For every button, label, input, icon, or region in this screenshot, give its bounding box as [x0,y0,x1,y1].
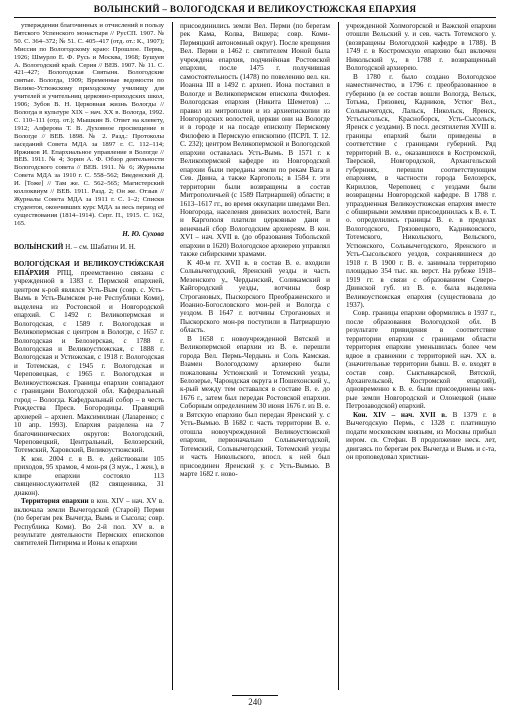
entry-text: РПЦ, преемственно связана с учрежденной в 1383 г. Пермской епархией, центром к-рой являлся Усть-Вым (совр. с. Усть-Вымь в Усть-Вымском р-не Республики Коми), выделена из Ростовской и Новгородской епархий. С 1492 г. Великопермская и Вологодская, с 1589 г. Вологодская и Великопермская с центром в Вологде, с 1657 г. Вологодская и Белозерская, с 1788 г. Вологодская и Великоустюжская, с 1888 г. Вологодская и Устюжская, с 1918 г. Вологодская и Тотемская, с 1945 г. Вологодская и Череповецкая, с 1965 г. Вологодская и Великоустюжская. Границы епархии совпадают с границами Вологодской обл. Кафедральный город – Вологда. Кафедральный собор – в честь Рождества Пресв. Богородицы. Правящий архиерей – архиеп. Максимилиан (Лазаренко; с 10 апр. 1993). Епархия разделена на 7 благочиннических округов: Вологодский, Череповецкий, Центральный, Белозерский, Тотемский, Харовский, Великоустюжский. [14,268,164,455]
paragraph: Совр. границы епархии оформились в 1937 г., после образования Вологодской обл. В результате привидения в соответствие территории епархии с границами области территория епархии уменьшилась более чем вдвое в сравнении с территорией нач. XX в. (значительные территории бывш. В. е. входят в состав совр. Сыктывкарской, Вятской, Архангельской, Костромской епархий), одновременно к В. е. были присоединены нек-рые земли Новгородской и Олонецкой (ныне Петрозаводской) епархий. [346,309,496,411]
entry-vologda-eparchy [14,260,164,454]
paragraph: присоединились земли Вел. Перми (по берегам рек Кама, Колва, Вишера; совр. Коми-Пермяцкий автономный округ). После крещения Вел. Перми в 1462 г. святителем Ионой была учреждена епархия, подчинённая Ростовской епархии, после 1475 г. получившая самостоятельность (1478) по повелению вел. кн. Иоанна III в 1492 г. архиеп. Иона поставил в Вологде и Великопермском епископа Филофея. Вологодская епархия (Никита Шеметов) ... правил из митрополии и из архиепископии из Новгородских волостей, церкви они на Вологде и в городе и на посаде епископу Пермскому Филофею в Пермскую епископию (ПСРЛ. Т. 12. С. 232); центром Великопермской и Вологодской епархии оставалась Усть-Вымь. В 1571 г. к Великопермской кафедре из Новгородской епархии были переданы земли по рекам Вага и Сев. Двина, а также Каргополь; в 1584 г. эти территории были возвращены в состав Митрополичьей (с 1589 Патриаршей) области; в 1613–1617 гг., во время оккупации шведами Вел. Новгорода, населения двинских волостей, Ваги и Каргополя платили церковные дани и венечный сбор Вологодским архиереям. В кон. XVI – нач. XVII в. (до образования Тобольской епархии в 1620) Вологодское архиерею управлял также сибирскими храмами. [180,22,330,259]
folio-rule [232,695,278,696]
literature-list: утверждении благочинных и отчислений в пользу Вятского Успенского монастыря // РусСП. 1907. № 50. С. 364–372; № 51. С. 405–417 (отд. от.: К., 1907); Миссия по Вологодскому краю: Прошлое. Пермь, 1926; Шмурло Е. Ф. Русь и Москва, 1968; Бушуев А. Вологодский край. Серия // ВЕВ. 1907. № 11. С. 421–427; Вологодская Святыня. Вологодские святые. Вологда, 1909; Временные ведомости по Велико-Устюжскому приходскому училищу для учителей и учительниц церковно-приходских школ, 1906; Зубов В. Н. Церковная жизнь Вологды // Вологда в культуре XIX – нач. XX в. Вологда, 1992. С. 110–111 (отд. от.); Мышкин В. Ответ на клевету, 1912; Алферова Т. В. Духовное просвещение в Вологде // ВЕВ. 1898. № 2. Разд.: Протоколы заседаний Совета МДА за 1897 г. С. 112–114; Иржиков И. Епархиальное управление в Вологде // ВЕВ. 1911. № 4; Зорин А. Ф. Обзор деятельности Вологодского совета // ВЕВ. 1911. № 6; Журналы Совета МДА за 1910 г. С. 558–562; Введенский Д. И. [Тоже] // Там же. С. 562–565; Магистерский коллоквиум // ВЕВ. 1911. Разд. 2; Он же. Отзыв // Журналы Совета МДА за 1911 г. С. 1–2; Списки студентов, окончивших курс МДА за весь период её существования (1814–1914). Серг. П., 1915. С. 162, 165. [14,22,164,227]
article-author: Н. Ю. Сухова [122,229,164,238]
column-right [346,22,496,690]
paragraph-text: В 1379 г. в Вычегодскую Пермь, с 1328 г. платившую подати московским князьям, из Москвы прибыл иером. св. Стефан. В продолжение неск. лет, двигаясь по берегам рек Вычегда и Вымь и с-та, он проповедовал христиан- [346,410,496,462]
paragraph [14,497,164,548]
paragraph: К кон. 2004 г. в В. е. действовали 105 приходов, 95 храмов, 4 мон-ря (3 муж., 1 жен.), в клире епархии состояло 113 священнослужителей (82 священника, 31 диакон). [14,454,164,497]
entry-headword: ВОЛОГО́ДСКАЯ И ВЕЛИКОУСТЮ́ЖСКАЯ ЕПА́РХИЯ [14,260,164,277]
column-divider [338,22,339,690]
column-divider [172,22,173,690]
section-heading: Территория епархии [21,497,89,506]
header-rule [14,17,496,18]
column-left [14,22,164,690]
section-heading: Кон. XIV – нач. XVII в. [353,410,447,419]
paragraph: К 40-м гг. XVII в. в состав В. е. входили Сольвычегодский, Яренский уезды и часть Мезенского у., Чердынский, Соликамский и Кайгородский уезды, вотчины бояр Строгановых, Пыскорского Преображенского и Иоанно-Богословского мон-рей и Вологда с уездом. В 1647 г. вотчины Строгановых и Пыскорского мон-ря поступили в Патриаршую область. [180,258,330,335]
paragraph: В 1780 г. было создано Вологодское наместничество, в 1796 г. преобразованное в губернию (в ее состав вошли Вологда, Вельск, Тотьма, Грязовец, Кадников, Устюг Вел., Сольвычегодск, Лальск, Никольск, Яренск, Устьсысольск, Красноборск, Усть-Сысольск, Яренск с уездами). В посл. десятилетия XVIII в. границы епархий были приведены в соответствие с границами губерний. Ряд территорий В. е., оказавшихся в Костромской, Тверской, Новгородской, Архангельской губерниях, перешли соответствующим епархиям, в частности города Белозерск, Кириллов, Череповец с уездами были возвращены Новгородской кафедре. В 1788 г. упраздненная Великоустюжская епархия вместе с обширными землями присоединилась к В. е. Т. о. определились границы В. е. в пределах Вологодского, Грязовецкого, Кадниковского, Тотемского, Никольского, Вельского, Устюжского, Сольвычегодского, Яренского и Усть-Сысольского уездов, сохранявшиеся до 1918 г. В 1900 г. В. е. занимала территорию площадью 354 тыс. кв. верст. На рубеже 1918–1919 гг. в связи с образованием Северо-Двинской губ. из В. е. была выделена Великоустюжская епархия (существовала до 1937). [346,72,496,309]
paragraph: учрежденной Холмогорской и Важской епархии отошли Вельский у. и сев. часть Тотемского у. (возвращены Вологодской кафедре в 1788). В 1749 г. в Костромскую епархию был включен Никольский у., в 1788 г. возвращенный Вологодской архиерею. [346,22,496,73]
page-number: 240 [248,697,262,707]
entry-volynsky [14,243,164,251]
running-head: ВОЛЫНСКИЙ – ВОЛОГОДСКАЯ И ВЕЛИКОУСТЮЖСКАЯ ЕПАРХИЯ [93,4,417,14]
paragraph [346,411,496,462]
entry-text: Н. – см. Шабатин И. Н. [63,243,136,252]
entry-headword: ВОЛЫ́НСКИЙ [14,243,64,252]
paragraph: В 1658 г. новоучрежденной Вятской и Великопермской епархии из В. е. перешли города Вел. Пермь-Чердынь и Соль Камская. Взамен Вологодскому архиерею были пожалованы Устюжский и Тотемский уезды, Белозерье, Чарондская округа и Пошехонский у., к-рый между тем оставался в составе В. е. до 1676 г., затем был передан Ростовской епархии. Соборным определением 30 июня 1676 г. из В. е. в Вятскую епархию был передан Яренский у. с Усть-Вымью. В 1682 г. часть территории В. е. отошла новоучрежденной Великоустюжской епархии, первоначально Сольвычегодской, Тотемский, Сольвычегодский, Тотемский уезды и часть Никольского, впосл. к ней был присоединен Яренский у. с Усть-Вымью. В марте 1682 г. ново- [180,334,330,479]
paragraph-text: в кон. XIV – нач. XV в. включала земли Вычегодской (Старой) Перми (по берегам рек Вычегда, Вымь и Сысола; совр. Республика Коми). Во 2-й пол. XV в. в результате деятельности Пермских епископов святителей Питирима и Ионы к епархии [14,497,164,548]
column-middle [180,22,330,690]
